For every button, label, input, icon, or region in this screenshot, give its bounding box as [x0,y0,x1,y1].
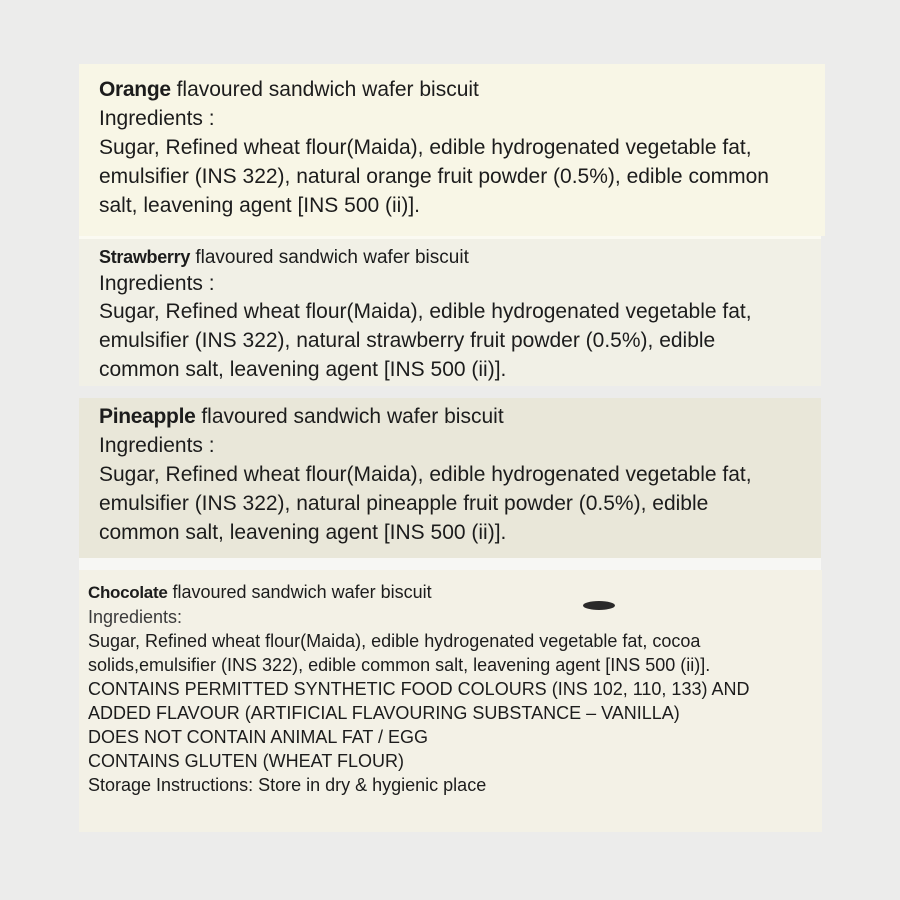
pineapple-title [99,402,821,431]
pineapple-ingredients-line: Sugar, Refined wheat flour(Maida), edible hydrogenated vegetable fat, [99,463,752,486]
orange-label-panel [79,64,825,236]
orange-ingredients-line: emulsifier (INS 322), natural orange fruit powder (0.5%), edible common [99,165,769,188]
ink-smudge-mark [583,601,615,610]
chocolate-ingredients-label: Ingredients: [88,607,183,627]
chocolate-animal-fat-line: DOES NOT CONTAIN ANIMAL FAT / EGG [88,727,429,747]
chocolate-label-panel [79,570,822,832]
chocolate-flavour-line: ADDED FLAVOUR (ARTIFICIAL FLAVOURING SUBSTANCE – VANILLA) [88,703,680,723]
orange-ingredients-line: salt, leavening agent [INS 500 (ii)]. [99,194,421,217]
strawberry-label-panel [79,236,821,386]
orange-ingredients-line: Sugar, Refined wheat flour(Maida), edible hydrogenated vegetable fat, [99,136,752,159]
chocolate-storage-line: Storage Instructions: Store in dry & hygienic place [88,775,487,795]
pineapple-flavour-name: Pineapple [99,405,196,428]
pineapple-label-panel [79,398,821,558]
strawberry-ingredients-line: emulsifier (INS 322), natural strawberry fruit powder (0.5%), edible [99,329,716,352]
chocolate-title [88,580,822,605]
orange-title [99,75,825,104]
strawberry-title-rest: flavoured sandwich wafer biscuit [190,247,469,268]
chocolate-title-rest: flavoured sandwich wafer biscuit [167,582,432,602]
chocolate-colours-line: CONTAINS PERMITTED SYNTHETIC FOOD COLOURS (INS 102, 110, 133) AND [88,679,750,699]
chocolate-flavour-name: Chocolate [88,583,168,602]
panel-divider-strip [79,558,821,570]
pineapple-ingredients-label: Ingredients : [99,434,215,457]
chocolate-ingredients-line: solids,emulsifier (INS 322), edible common salt, leavening agent [INS 500 (ii)]. [88,655,711,675]
pineapple-ingredients-line: common salt, leavening agent [INS 500 (ii)]. [99,521,507,544]
pineapple-title-rest: flavoured sandwich wafer biscuit [195,405,504,428]
orange-title-rest: flavoured sandwich wafer biscuit [170,78,479,101]
orange-ingredients-label: Ingredients : [99,107,215,130]
pineapple-ingredients-line: emulsifier (INS 322), natural pineapple fruit powder (0.5%), edible [99,492,709,515]
strawberry-ingredients-line: Sugar, Refined wheat flour(Maida), edible hydrogenated vegetable fat, [99,300,752,323]
strawberry-ingredients-line: common salt, leavening agent [INS 500 (ii)]. [99,358,507,381]
strawberry-title [99,244,821,271]
strawberry-ingredients-label: Ingredients : [99,272,215,295]
chocolate-ingredients-line: Sugar, Refined wheat flour(Maida), edible hydrogenated vegetable fat, cocoa [88,631,701,651]
orange-flavour-name: Orange [99,78,171,101]
chocolate-gluten-line: CONTAINS GLUTEN (WHEAT FLOUR) [88,751,405,771]
strawberry-flavour-name: Strawberry [99,247,191,267]
